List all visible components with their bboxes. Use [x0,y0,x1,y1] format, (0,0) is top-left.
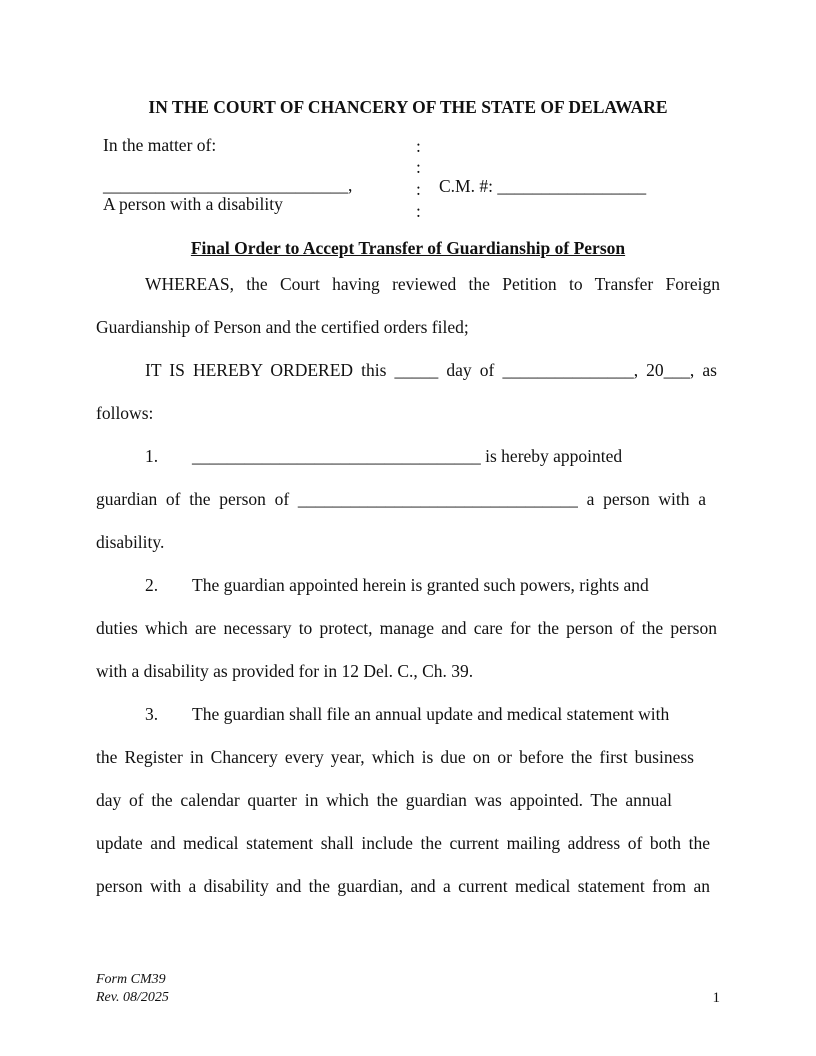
case-number-label: C.M. #: _________________ [439,176,647,196]
ordered-line: IT IS HEREBY ORDERED this _____ day of _______________, 20___, as [145,360,717,380]
item-text: _________________________________ is hereby appointed [192,446,623,466]
document-title: Final Order to Accept Transfer of Guardianship of Person [190,238,626,258]
caption-colon: : [416,179,421,199]
matter-label: In the matter of: [103,135,217,155]
name-blank: ____________________________, [103,175,353,195]
item-text: with a disability as provided for in 12 Del. C., Ch. 39. [96,661,474,681]
item-text: update and medical statement shall include the current mailing address of both the [96,833,710,853]
item-text: disability. [96,532,165,552]
item-text: The guardian shall file an annual update and medical statement with [192,704,670,724]
item-text: The guardian appointed herein is granted such powers, rights and [192,575,649,595]
form-number: Form CM39 [96,972,166,987]
item-text: day of the calendar quarter in which the guardian was appointed. The annual [96,790,672,810]
item-text: the Register in Chancery every year, which is due on or before the first business [96,747,694,767]
page-number: 1 [712,990,720,1006]
caption-colon: : [416,157,421,177]
item-number: 2. [145,575,159,595]
caption-colon: : [416,201,421,221]
disability-label: A person with a disability [103,194,283,214]
revision-date: Rev. 08/2025 [96,990,169,1005]
caption-colon: : [416,136,421,156]
item-text: guardian of the person of ________________________________ a person with a [96,489,706,509]
whereas-line: WHEREAS, the Court having reviewed the Petition to Transfer Foreign [145,274,720,294]
whereas-line: Guardianship of Person and the certified orders filed; [96,317,469,337]
court-title: IN THE COURT OF CHANCERY OF THE STATE OF DELAWARE [148,97,668,117]
item-text: duties which are necessary to protect, manage and care for the person of the person [96,618,717,638]
item-number: 1. [145,446,159,466]
item-number: 3. [145,704,159,724]
ordered-line: follows: [96,403,154,423]
item-text: person with a disability and the guardian, and a current medical statement from an [96,876,710,896]
